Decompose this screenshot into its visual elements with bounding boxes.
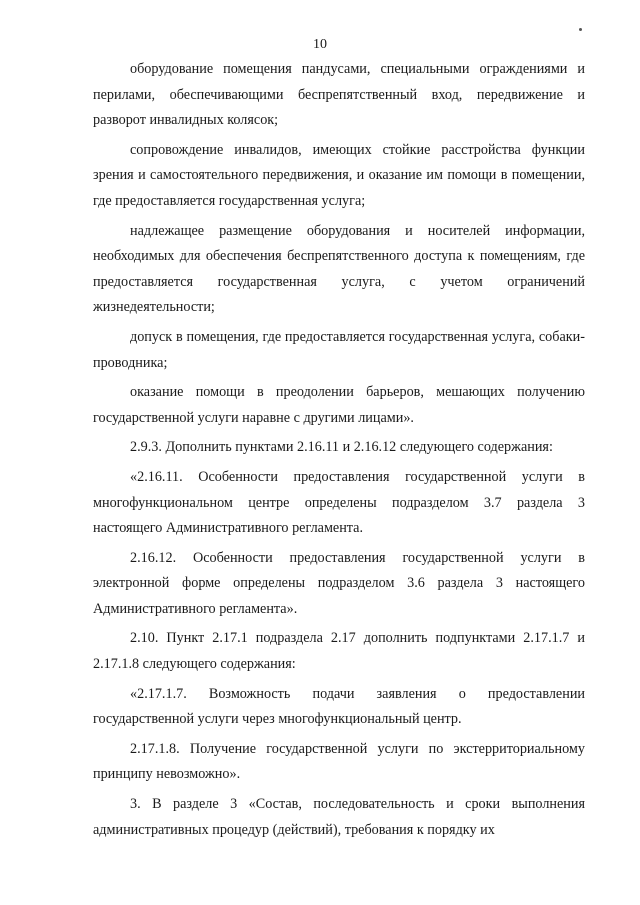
paragraph-2-17-1-8: 2.17.1.8. Получение государственной услуги по экстерриториальному принципу невозможно». bbox=[93, 740, 585, 783]
paragraph-equipment: надлежащее размещение оборудования и носителей информации, необходимых для обеспечения беспрепятственного доступа к помещениям, где предоставляется государственная услуга, с учетом ограничений жизнедеятельности; bbox=[93, 222, 585, 316]
scan-mark bbox=[579, 28, 582, 31]
paragraph-2-16-11: «2.16.11. Особенности предоставления государственной услуги в многофункциональном центре определены подразделом 3.7 раздела 3 настоящего Административного регламента. bbox=[93, 468, 585, 537]
paragraph-barriers: оказание помощи в преодолении барьеров, мешающих получению государственной услуги наравне с другими лицами». bbox=[93, 384, 585, 426]
paragraph-ramps: оборудование помещения пандусами, специальными ограждениями и перилами, обеспечивающими беспрепятственный вход, передвижение и разворот инвалидных колясок; bbox=[93, 61, 585, 129]
document-body bbox=[93, 57, 585, 843]
paragraph-escort: сопровождение инвалидов, имеющих стойкие расстройства функции зрения и самостоятельного передвижения, и оказание им помощи в помещении, где предоставляется государственная услуга; bbox=[93, 141, 585, 209]
paragraph-section-3: 3. В разделе 3 «Состав, последовательность и сроки выполнения административных процедур (действий), требования к порядку их bbox=[93, 796, 585, 838]
paragraph-2-10: 2.10. Пункт 2.17.1 подраздела 2.17 дополнить подпунктами 2.17.1.7 и 2.17.1.8 следующего содержания: bbox=[93, 630, 585, 673]
paragraph-2-17-1-7: «2.17.1.7. Возможность подачи заявления о предоставлении государственной услуги через многофункциональный центр. bbox=[93, 685, 585, 728]
page-number: 10 bbox=[313, 37, 327, 52]
paragraph-2-9-3: 2.9.3. Дополнить пунктами 2.16.11 и 2.16.12 следующего содержания: bbox=[130, 439, 553, 456]
paragraph-2-16-12: 2.16.12. Особенности предоставления государственной услуги в электронной форме определены подразделом 3.6 раздела 3 настоящего Административного регламента». bbox=[93, 549, 585, 617]
paragraph-guide-dog: допуск в помещения, где предоставляется государственная услуга, собаки-проводника; bbox=[93, 328, 585, 371]
